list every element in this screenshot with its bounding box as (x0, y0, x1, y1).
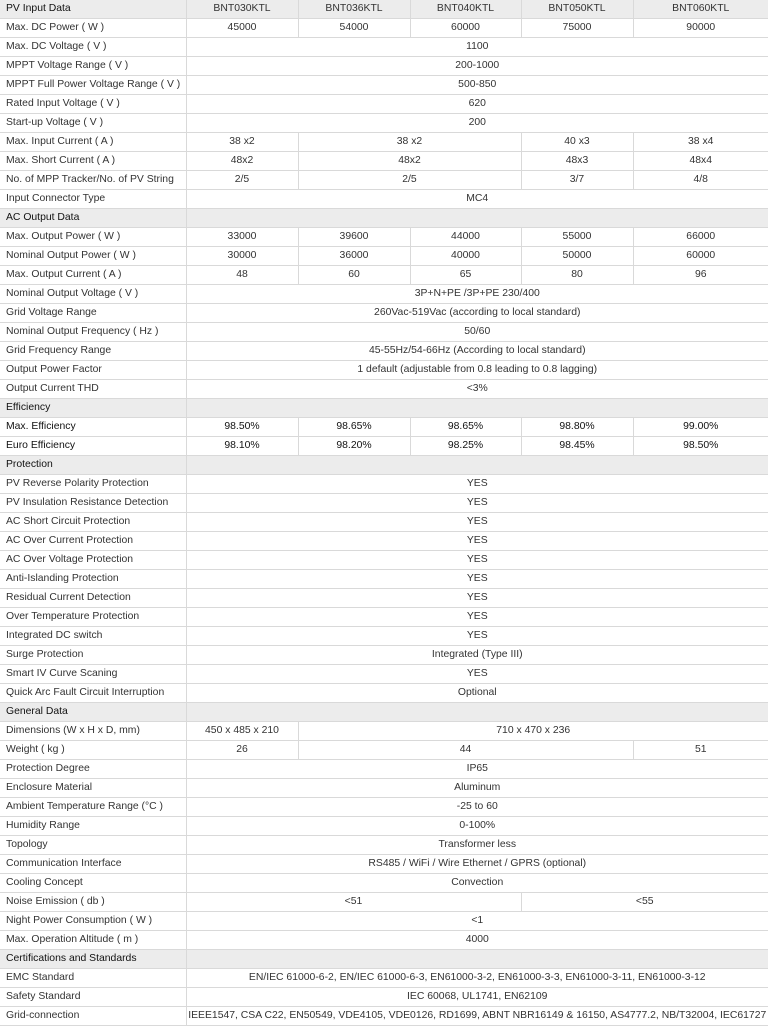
spec-value (186, 209, 768, 228)
spec-value: Integrated (Type III) (186, 646, 768, 665)
spec-row (0, 380, 768, 399)
spec-value: 260Vac-519Vac (according to local standard) (186, 304, 768, 323)
spec-value: <51 (186, 893, 521, 912)
spec-row (0, 323, 768, 342)
section-title: Protection (0, 456, 186, 475)
spec-value: 26 (186, 741, 298, 760)
spec-label: Max. Output Current ( A ) (0, 266, 186, 285)
spec-value: <1 (186, 912, 768, 931)
spec-label: Anti-Islanding Protection (0, 570, 186, 589)
spec-row (0, 285, 768, 304)
spec-value: 200-1000 (186, 57, 768, 76)
spec-value: 3/7 (521, 171, 633, 190)
model-header: BNT030KTL (186, 0, 298, 19)
spec-label: Enclosure Material (0, 779, 186, 798)
spec-value: 36000 (298, 247, 410, 266)
spec-value: YES (186, 589, 768, 608)
spec-value: 45-55Hz/54-66Hz (According to local standard) (186, 342, 768, 361)
spec-label: Integrated DC switch (0, 627, 186, 646)
spec-row (0, 779, 768, 798)
spec-value: IEEE1547, CSA C22, EN50549, VDE4105, VDE0126, RD1699, ABNT NBR16149 & 16150, AS4777.2, NB/T32004, IEC61727 (186, 1007, 768, 1026)
spec-row (0, 551, 768, 570)
spec-row (0, 855, 768, 874)
spec-label: Max. DC Voltage ( V ) (0, 38, 186, 57)
spec-row (0, 133, 768, 152)
spec-row (0, 190, 768, 209)
spec-value: YES (186, 570, 768, 589)
spec-label: Output Current THD (0, 380, 186, 399)
spec-value: 620 (186, 95, 768, 114)
spec-label: PV Insulation Resistance Detection (0, 494, 186, 513)
spec-value: 99.00% (633, 418, 768, 437)
spec-label: Safety Standard (0, 988, 186, 1007)
spec-label: AC Over Voltage Protection (0, 551, 186, 570)
spec-value: 98.25% (410, 437, 521, 456)
spec-value: 50/60 (186, 323, 768, 342)
spec-row (0, 608, 768, 627)
spec-label: Euro Efficiency (0, 437, 186, 456)
spec-label: Max. Efficiency (0, 418, 186, 437)
model-header: BNT060KTL (633, 0, 768, 19)
spec-value: 90000 (633, 19, 768, 38)
spec-label: Weight ( kg ) (0, 741, 186, 760)
spec-value: 2/5 (298, 171, 521, 190)
spec-value: 30000 (186, 247, 298, 266)
spec-value: YES (186, 475, 768, 494)
section-title: Efficiency (0, 399, 186, 418)
model-header: BNT050KTL (521, 0, 633, 19)
spec-label: Nominal Output Voltage ( V ) (0, 285, 186, 304)
spec-label: Grid-connection (0, 1007, 186, 1026)
spec-value: 98.80% (521, 418, 633, 437)
spec-row (0, 19, 768, 38)
spec-row (0, 817, 768, 836)
spec-value: Transformer less (186, 836, 768, 855)
spec-label: Surge Protection (0, 646, 186, 665)
spec-value: 39600 (298, 228, 410, 247)
spec-row (0, 494, 768, 513)
spec-row (0, 342, 768, 361)
spec-label: Grid Frequency Range (0, 342, 186, 361)
spec-row (0, 627, 768, 646)
spec-label: Humidity Range (0, 817, 186, 836)
spec-row (0, 931, 768, 950)
spec-label: Input Connector Type (0, 190, 186, 209)
section-title: General Data (0, 703, 186, 722)
section-title: Certifications and Standards (0, 950, 186, 969)
model-header: BNT040KTL (410, 0, 521, 19)
spec-value: 0-100% (186, 817, 768, 836)
spec-value: 48 (186, 266, 298, 285)
spec-value: 2/5 (186, 171, 298, 190)
section-row (0, 456, 768, 475)
spec-row (0, 988, 768, 1007)
spec-label: Output Power Factor (0, 361, 186, 380)
spec-label: MPPT Full Power Voltage Range ( V ) (0, 76, 186, 95)
section-row (0, 399, 768, 418)
spec-value: YES (186, 665, 768, 684)
spec-value: YES (186, 513, 768, 532)
spec-row (0, 304, 768, 323)
spec-value: 40000 (410, 247, 521, 266)
spec-row (0, 684, 768, 703)
spec-value: 500-850 (186, 76, 768, 95)
spec-row (0, 570, 768, 589)
spec-value: IEC 60068, UL1741, EN62109 (186, 988, 768, 1007)
spec-value (186, 456, 768, 475)
spec-row (0, 76, 768, 95)
spec-label: AC Short Circuit Protection (0, 513, 186, 532)
spec-row (0, 1007, 768, 1026)
section-row (0, 950, 768, 969)
spec-row (0, 836, 768, 855)
spec-value: 48x3 (521, 152, 633, 171)
spec-value: 4/8 (633, 171, 768, 190)
spec-label: Max. Output Power ( W ) (0, 228, 186, 247)
spec-row (0, 152, 768, 171)
spec-value: 3P+N+PE /3P+PE 230/400 (186, 285, 768, 304)
spec-label: Ambient Temperature Range (°C ) (0, 798, 186, 817)
spec-value: YES (186, 532, 768, 551)
spec-value: 98.65% (410, 418, 521, 437)
spec-value: EN/IEC 61000-6-2, EN/IEC 61000-6-3, EN61000-3-2, EN61000-3-3, EN61000-3-11, EN61000-3-12 (186, 969, 768, 988)
spec-value: Aluminum (186, 779, 768, 798)
spec-value: RS485 / WiFi / Wire Ethernet / GPRS (optional) (186, 855, 768, 874)
spec-value: 80 (521, 266, 633, 285)
spec-value: 98.50% (186, 418, 298, 437)
spec-value: 1100 (186, 38, 768, 57)
spec-value: 38 x4 (633, 133, 768, 152)
spec-row (0, 798, 768, 817)
spec-label: Noise Emission ( db ) (0, 893, 186, 912)
spec-row (0, 760, 768, 779)
spec-row (0, 228, 768, 247)
spec-row (0, 893, 768, 912)
spec-value: YES (186, 551, 768, 570)
spec-row (0, 969, 768, 988)
spec-value: 48x2 (186, 152, 298, 171)
spec-value: 38 x2 (186, 133, 298, 152)
spec-value: 54000 (298, 19, 410, 38)
spec-value: 4000 (186, 931, 768, 950)
section-row (0, 209, 768, 228)
spec-label: Max. Input Current ( A ) (0, 133, 186, 152)
spec-label: Quick Arc Fault Circuit Interruption (0, 684, 186, 703)
spec-label: PV Reverse Polarity Protection (0, 475, 186, 494)
spec-label: Protection Degree (0, 760, 186, 779)
spec-row (0, 114, 768, 133)
spec-value: Convection (186, 874, 768, 893)
spec-value: 710 x 470 x 236 (298, 722, 768, 741)
spec-value: YES (186, 627, 768, 646)
spec-label: Over Temperature Protection (0, 608, 186, 627)
spec-row (0, 95, 768, 114)
spec-value: 66000 (633, 228, 768, 247)
section-title: AC Output Data (0, 209, 186, 228)
spec-row (0, 418, 768, 437)
spec-value (186, 399, 768, 418)
spec-label: Dimensions (W x H x D, mm) (0, 722, 186, 741)
spec-label: Communication Interface (0, 855, 186, 874)
spec-label: Max. DC Power ( W ) (0, 19, 186, 38)
spec-row (0, 38, 768, 57)
spec-value: YES (186, 608, 768, 627)
spec-value: -25 to 60 (186, 798, 768, 817)
spec-value: <3% (186, 380, 768, 399)
spec-value: 60000 (633, 247, 768, 266)
spec-row (0, 513, 768, 532)
spec-value: 96 (633, 266, 768, 285)
spec-value: 98.45% (521, 437, 633, 456)
spec-label: MPPT Voltage Range ( V ) (0, 57, 186, 76)
spec-value: 60000 (410, 19, 521, 38)
spec-row (0, 722, 768, 741)
spec-label: Rated Input Voltage ( V ) (0, 95, 186, 114)
spec-label: Max. Short Current ( A ) (0, 152, 186, 171)
spec-value: IP65 (186, 760, 768, 779)
spec-value: 51 (633, 741, 768, 760)
spec-value: 98.65% (298, 418, 410, 437)
spec-value: 38 x2 (298, 133, 521, 152)
spec-value: 60 (298, 266, 410, 285)
spec-row (0, 912, 768, 931)
spec-value: 44000 (410, 228, 521, 247)
spec-value (186, 703, 768, 722)
spec-label: Smart IV Curve Scaning (0, 665, 186, 684)
model-header: BNT036KTL (298, 0, 410, 19)
spec-value: 48x2 (298, 152, 521, 171)
spec-value: 44 (298, 741, 633, 760)
header-row (0, 0, 768, 19)
spec-row (0, 361, 768, 380)
spec-value: 45000 (186, 19, 298, 38)
spec-row (0, 741, 768, 760)
spec-label: Start-up Voltage ( V ) (0, 114, 186, 133)
spec-value: 98.20% (298, 437, 410, 456)
spec-row (0, 475, 768, 494)
spec-value: 98.50% (633, 437, 768, 456)
spec-row (0, 532, 768, 551)
spec-value: 50000 (521, 247, 633, 266)
spec-value: 1 default (adjustable from 0.8 leading to 0.8 lagging) (186, 361, 768, 380)
spec-value: 75000 (521, 19, 633, 38)
spec-value (186, 950, 768, 969)
section-title: PV Input Data (0, 0, 186, 19)
spec-value: 200 (186, 114, 768, 133)
spec-row (0, 57, 768, 76)
spec-label: Residual Current Detection (0, 589, 186, 608)
spec-label: Nominal Output Power ( W ) (0, 247, 186, 266)
section-row (0, 703, 768, 722)
spec-value: YES (186, 494, 768, 513)
spec-row (0, 589, 768, 608)
spec-label: AC Over Current Protection (0, 532, 186, 551)
spec-value: <55 (521, 893, 768, 912)
spec-row (0, 437, 768, 456)
spec-value: 40 x3 (521, 133, 633, 152)
spec-label: Grid Voltage Range (0, 304, 186, 323)
spec-row (0, 247, 768, 266)
spec-value: MC4 (186, 190, 768, 209)
spec-value: Optional (186, 684, 768, 703)
spec-label: Night Power Consumption ( W ) (0, 912, 186, 931)
spec-value: 65 (410, 266, 521, 285)
spec-value: 55000 (521, 228, 633, 247)
spec-value: 48x4 (633, 152, 768, 171)
spec-row (0, 665, 768, 684)
spec-row (0, 171, 768, 190)
spec-label: Max. Operation Altitude ( m ) (0, 931, 186, 950)
spec-row (0, 266, 768, 285)
spec-value: 33000 (186, 228, 298, 247)
spec-label: Cooling Concept (0, 874, 186, 893)
spec-row (0, 874, 768, 893)
spec-label: Nominal Output Frequency ( Hz ) (0, 323, 186, 342)
spec-value: 450 x 485 x 210 (186, 722, 298, 741)
spec-value: 98.10% (186, 437, 298, 456)
spec-row (0, 646, 768, 665)
spec-label: No. of MPP Tracker/No. of PV String (0, 171, 186, 190)
spec-label: EMC Standard (0, 969, 186, 988)
spec-label: Topology (0, 836, 186, 855)
